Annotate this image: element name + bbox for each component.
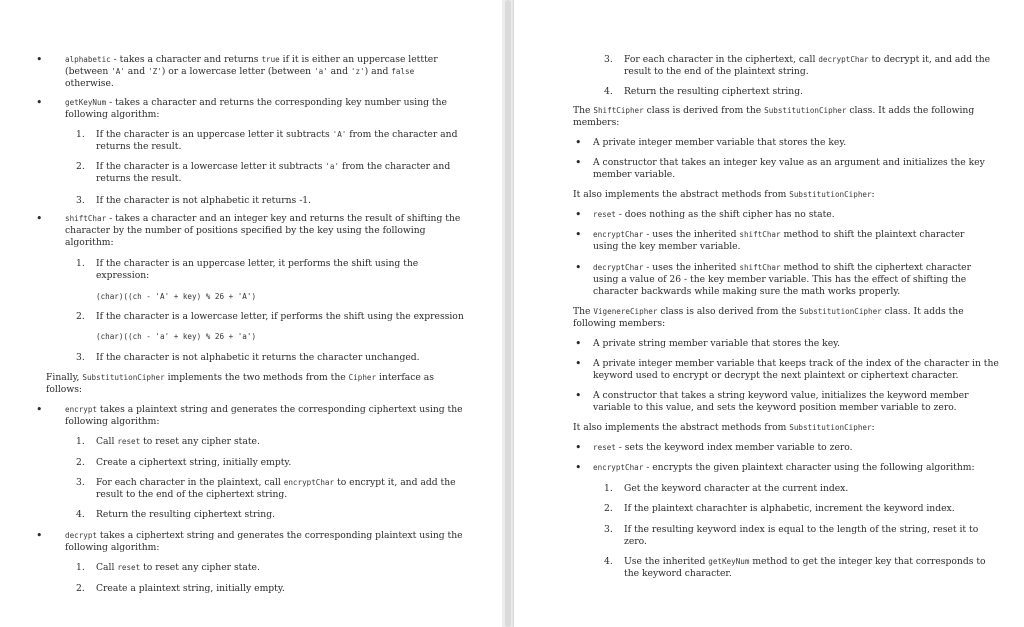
bullet: • (575, 389, 582, 402)
vig-method-encryptchar: encryptChar - encrypts the given plaintext character using the following algorithm: (593, 462, 975, 473)
bullet: • (575, 441, 582, 454)
list-number: 1. (76, 562, 85, 573)
list-number: 1. (76, 129, 85, 140)
finally-paragraph: Finally, SubstitutionCipher implements the two methods from the Cipher interface as follows: (46, 372, 434, 396)
vig-member-index: A private integer member variable that keeps track of the index of the character in the keyword used to encrypt or decrypt the next plaintext or ciphertext character. (593, 358, 999, 382)
also-implements-paragraph-2: It also implements the abstract methods from SubstitutionCipher: (573, 422, 875, 433)
shift-method-encryptchar: encryptChar - uses the inherited shiftChar method to shift the plaintext character using the key member variable. (593, 229, 965, 253)
bullet: • (575, 156, 582, 169)
list-number: 3. (76, 195, 85, 206)
bullet: • (36, 403, 43, 416)
vig-member-constructor: A constructor that takes a string keyword value, initializes the keyword member variable to this value, and sets the keyword position member variable to zero. (593, 390, 969, 414)
list-item: Get the keyword character at the current index. (624, 483, 849, 494)
bullet: • (575, 228, 582, 241)
list-item: Call reset to reset any cipher state. (96, 562, 260, 573)
bullet: • (36, 212, 43, 225)
alphabetic-description: alphabetic - takes a character and returns true if it is either an uppercase lettter (between 'A' and 'Z') or a lowercase letter (between 'a' and 'z') and false otherwise. (65, 54, 438, 90)
list-item: If the character is a lowercase letter it subtracts 'a' from the character and returns the result. (96, 161, 451, 185)
list-item: Call reset to reset any cipher state. (96, 436, 260, 447)
list-item: Return the resulting ciphertext string. (624, 86, 803, 97)
bullet: • (575, 357, 582, 370)
encrypt-description: encrypt takes a plaintext string and generates the corresponding ciphertext using the following algorithm: (65, 404, 463, 428)
bullet: • (575, 261, 582, 274)
bullet: • (575, 136, 582, 149)
shift-member-constructor: A constructor that takes an integer key value as an argument and initializes the key member variable. (593, 157, 985, 181)
list-number: 1. (76, 436, 85, 447)
decrypt-description: decrypt takes a ciphertext string and generates the corresponding plaintext using the following algorithm: (65, 530, 463, 554)
bullet: • (36, 529, 43, 542)
list-item: If the character is not alphabetic it returns the character unchanged. (96, 352, 420, 363)
code-expression-uppercase: (char)((ch - 'A' + key) % 26 + 'A') (96, 292, 257, 301)
vig-member-key: A private string member variable that stores the key. (593, 338, 841, 349)
list-number: 4. (604, 86, 613, 97)
list-number: 2. (76, 457, 85, 468)
list-number: 2. (76, 311, 85, 322)
document-page-left (0, 0, 502, 627)
list-item: If the character is an uppercase letter it subtracts 'A' from the character and returns the result. (96, 129, 458, 153)
list-number: 2. (604, 503, 613, 514)
list-number: 4. (76, 509, 85, 520)
list-number: 4. (604, 556, 613, 567)
list-number: 3. (76, 352, 85, 363)
list-item: Create a ciphertext string, initially empty. (96, 457, 292, 468)
document-page-right (514, 0, 1024, 627)
list-item: Return the resulting ciphertext string. (96, 509, 275, 520)
also-implements-paragraph: It also implements the abstract methods from SubstitutionCipher: (573, 189, 875, 200)
list-number: 1. (604, 483, 613, 494)
list-item: For each character in the plaintext, call encryptChar to encrypt it, and add the result to the end of the ciphertext string. (96, 477, 456, 501)
code-expression-lowercase: (char)((ch - 'a' + key) % 26 + 'a') (96, 332, 257, 341)
list-number: 1. (76, 258, 85, 269)
list-item: Create a plaintext string, initially empty. (96, 583, 285, 594)
list-item: Use the inherited getKeyNum method to get the integer key that corresponds to the keyword character. (624, 556, 986, 580)
list-number: 2. (76, 583, 85, 594)
list-number: 3. (604, 54, 613, 65)
bullet: • (36, 53, 43, 66)
list-item: If the character is not alphabetic it returns -1. (96, 195, 312, 206)
shift-method-reset: reset - does nothing as the shift cipher has no state. (593, 209, 835, 220)
bullet: • (36, 96, 43, 109)
list-item: If the character is an uppercase letter, it performs the shift using the expression: (96, 258, 419, 282)
bullet: • (575, 337, 582, 350)
bullet: • (575, 461, 582, 474)
list-item: If the plaintext charachter is alphabetic, increment the keyword index. (624, 503, 955, 514)
getkeynum-description: getKeyNum - takes a character and returns the corresponding key number using the following algorithm: (65, 97, 447, 121)
shiftchar-description: shiftChar - takes a character and an integer key and returns the result of shifting the character by the number of positions specified by the key using the following algorithm: (65, 213, 461, 249)
shift-method-decryptchar: decryptChar - uses the inherited shiftChar method to shift the ciphertext character using a value of 26 - the key member variable. This has the effect of shifting the character backwards while making sure the math works properly. (593, 262, 971, 298)
bullet: • (575, 208, 582, 221)
shiftcipher-paragraph: The ShiftCipher class is derived from the SubstitutionCipher class. It adds the following members: (573, 105, 975, 129)
vertical-scrollbar[interactable] (502, 0, 514, 627)
shift-member-key: A private integer member variable that stores the key. (593, 137, 847, 148)
list-number: 3. (604, 524, 613, 535)
list-item: For each character in the ciphertext, call decryptChar to decrypt it, and add the result to the end of the plaintext string. (624, 54, 991, 78)
vig-method-reset: reset - sets the keyword index member variable to zero. (593, 442, 853, 453)
vigenerecipher-paragraph: The VigenereCipher class is also derived from the SubstitutionCipher class. It adds the following members: (573, 306, 964, 330)
list-item: If the character is a lowercase letter, if performs the shift using the expression (96, 311, 464, 322)
scrollbar-thumb[interactable] (505, 0, 511, 627)
list-number: 3. (76, 477, 85, 488)
list-item: If the resulting keyword index is equal to the length of the string, reset it to zero. (624, 524, 979, 548)
list-number: 2. (76, 161, 85, 172)
